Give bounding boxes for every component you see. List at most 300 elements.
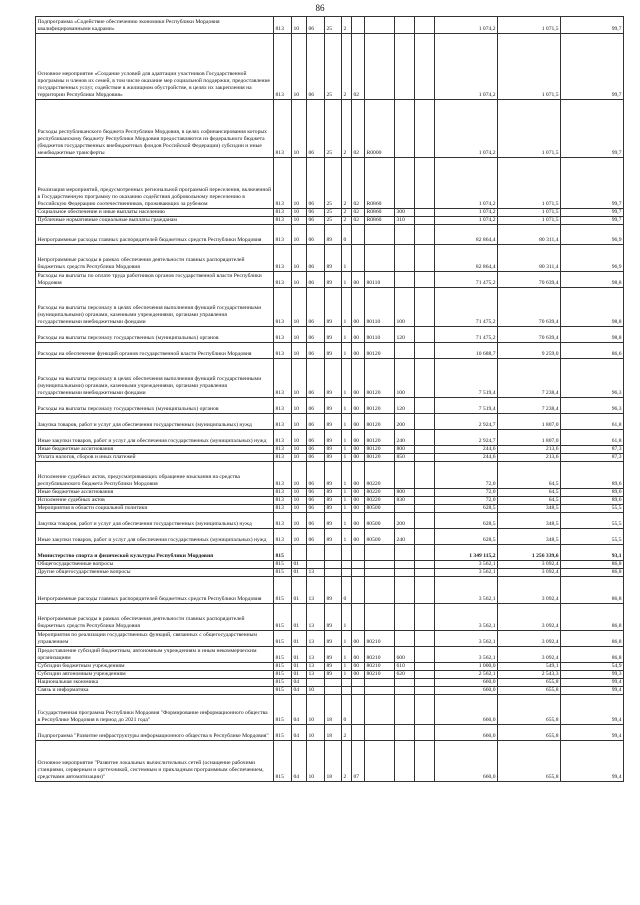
cell-empty: [415, 497, 435, 505]
cell-subprogram: 0: [342, 577, 352, 604]
cell-grbs: 813: [274, 225, 292, 245]
cell-direction: [365, 687, 395, 695]
cell-executed: 655,8: [498, 695, 561, 725]
cell-expense-type: [395, 462, 415, 489]
cell-subsection: 13: [307, 569, 325, 577]
cell-planned: 1 000,0: [435, 663, 498, 671]
cell-grbs: 813: [274, 359, 292, 398]
cell-direction: 80220: [365, 462, 395, 489]
cell-grbs: 815: [274, 604, 292, 631]
table-row: [36, 561, 624, 569]
table-row: [36, 679, 624, 687]
cell-subprogram: 2: [342, 100, 352, 158]
cell-planned: 7 519,4: [435, 359, 498, 398]
cell-planned: 2 924,7: [435, 414, 498, 430]
cell-subsection: 06: [307, 497, 325, 505]
cell-subprogram: 1: [342, 647, 352, 663]
cell-name: Субсидии автономным учреждениям: [36, 671, 274, 679]
cell-subprogram: 1: [342, 489, 352, 497]
cell-name: Иные закупки товаров, работ и услуг для обеспечения государственных (муниципальных) нужд: [36, 529, 274, 545]
cell-executed: 655,8: [498, 687, 561, 695]
table-row: [36, 430, 624, 446]
cell-section: 10: [292, 359, 307, 398]
cell-name: Исполнение судебных актов, предусматривающих обращение взыскания на средства республиканского бюджета Республики Мордовия: [36, 462, 274, 489]
cell-section: [292, 545, 307, 561]
cell-grbs: 813: [274, 513, 292, 529]
cell-grbs: 813: [274, 288, 292, 327]
cell-grbs: 813: [274, 430, 292, 446]
cell-empty: [415, 505, 435, 513]
cell-subprogram: 1: [342, 414, 352, 430]
cell-planned: 82 864,4: [435, 245, 498, 272]
cell-executed: 70 639,4: [498, 327, 561, 343]
table-row: [36, 158, 624, 209]
cell-subprogram: 1: [342, 327, 352, 343]
cell-direction: 80500: [365, 529, 395, 545]
cell-expense-type: 300: [395, 209, 415, 217]
cell-empty: [415, 631, 435, 647]
cell-subprogram: 1: [342, 272, 352, 288]
cell-subsection: 06: [307, 100, 325, 158]
cell-name: Непрограммные расходы в рамках обеспечения деятельности главных распорядителей бюджетных средств Республики Мордовия: [36, 604, 274, 631]
cell-empty: [415, 272, 435, 288]
cell-grbs: 813: [274, 497, 292, 505]
table-row: [36, 497, 624, 505]
cell-planned: 628,5: [435, 505, 498, 513]
cell-name: Закупка товаров, работ и услуг для обеспечения государственных (муниципальных) нужд: [36, 513, 274, 529]
cell-expense-type: [395, 100, 415, 158]
cell-subsection: 06: [307, 454, 325, 462]
cell-subprogram: 1: [342, 343, 352, 359]
cell-direction: 80210: [365, 631, 395, 647]
cell-expense-type: 610: [395, 663, 415, 671]
cell-grbs: 813: [274, 462, 292, 489]
cell-percent: 99,7: [561, 17, 624, 34]
cell-executed: 655,8: [498, 741, 561, 782]
cell-percent: 96,3: [561, 398, 624, 414]
cell-empty: [415, 430, 435, 446]
cell-executed: 3 092,4: [498, 561, 561, 569]
cell-empty: [415, 327, 435, 343]
cell-direction: R0000: [365, 100, 395, 158]
cell-name: Мероприятия в области социальной политики: [36, 505, 274, 513]
cell-direction: 80210: [365, 647, 395, 663]
cell-event: [352, 687, 365, 695]
cell-empty: [415, 679, 435, 687]
cell-executed: 348,5: [498, 505, 561, 513]
cell-subsection: 06: [307, 513, 325, 529]
cell-expense-type: [395, 679, 415, 687]
cell-planned: 3 562,1: [435, 647, 498, 663]
cell-section: 10: [292, 513, 307, 529]
cell-event: 00: [352, 489, 365, 497]
cell-name: Расходы на выплаты персоналу в целях обеспечения выполнения функций государственными (муниципальными) органами, казенными учреждениями, органами управления государственными внебюджетными фондами: [36, 359, 274, 398]
cell-executed: 64,5: [498, 489, 561, 497]
cell-direction: 80120: [365, 343, 395, 359]
cell-empty: [415, 741, 435, 782]
cell-percent: 99,3: [561, 671, 624, 679]
table-row: [36, 631, 624, 647]
cell-subprogram: [342, 679, 352, 687]
table-row: [36, 687, 624, 695]
cell-program: [325, 545, 342, 561]
cell-section: 10: [292, 462, 307, 489]
cell-planned: 628,5: [435, 513, 498, 529]
cell-subsection: 06: [307, 343, 325, 359]
cell-empty: [415, 604, 435, 631]
page-number: 86: [315, 3, 325, 13]
cell-subsection: 10: [307, 725, 325, 741]
cell-subprogram: 2: [342, 34, 352, 100]
cell-program: 89: [325, 414, 342, 430]
cell-percent: 96,3: [561, 359, 624, 398]
cell-percent: 87,3: [561, 446, 624, 454]
cell-planned: 660,0: [435, 695, 498, 725]
cell-planned: 1 074,2: [435, 17, 498, 34]
cell-event: [352, 17, 365, 34]
cell-percent: 55,5: [561, 529, 624, 545]
cell-program: [325, 569, 342, 577]
cell-section: 10: [292, 245, 307, 272]
cell-name: Публичные нормативные социальные выплаты гражданам: [36, 217, 274, 225]
cell-section: 04: [292, 687, 307, 695]
cell-direction: 80120: [365, 430, 395, 446]
cell-expense-type: [395, 225, 415, 245]
cell-planned: 71 475,2: [435, 272, 498, 288]
cell-subsection: 06: [307, 245, 325, 272]
table-row: [36, 725, 624, 741]
cell-subsection: 06: [307, 489, 325, 497]
cell-planned: 3 562,1: [435, 631, 498, 647]
cell-executed: 3 092,4: [498, 631, 561, 647]
cell-direction: [365, 577, 395, 604]
cell-event: 00: [352, 288, 365, 327]
cell-executed: 1 256 339,6: [498, 545, 561, 561]
cell-expense-type: 310: [395, 217, 415, 225]
cell-expense-type: 830: [395, 497, 415, 505]
cell-empty: [415, 100, 435, 158]
cell-grbs: 813: [274, 414, 292, 430]
cell-empty: [415, 209, 435, 217]
cell-event: [352, 604, 365, 631]
cell-executed: 80 311,4: [498, 245, 561, 272]
table-row: [36, 604, 624, 631]
cell-section: 10: [292, 343, 307, 359]
cell-executed: 1 071,5: [498, 100, 561, 158]
cell-event: 02: [352, 158, 365, 209]
cell-planned: 2 924,7: [435, 430, 498, 446]
table-row: [36, 446, 624, 454]
table-row: [36, 245, 624, 272]
cell-subsection: 13: [307, 671, 325, 679]
cell-event: [352, 577, 365, 604]
cell-event: 00: [352, 505, 365, 513]
cell-name: Уплата налогов, сборов и иных платежей: [36, 454, 274, 462]
cell-percent: 99,7: [561, 158, 624, 209]
cell-expense-type: [395, 505, 415, 513]
cell-subprogram: 1: [342, 446, 352, 454]
cell-executed: 1 071,5: [498, 209, 561, 217]
cell-expense-type: [395, 17, 415, 34]
cell-grbs: 813: [274, 217, 292, 225]
cell-subprogram: 1: [342, 671, 352, 679]
cell-name: Непрограммные расходы главных распорядителей бюджетных средств Республики Мордовия: [36, 577, 274, 604]
cell-subsection: 06: [307, 158, 325, 209]
cell-section: 10: [292, 209, 307, 217]
cell-program: [325, 679, 342, 687]
table-row: [36, 513, 624, 529]
cell-program: 89: [325, 272, 342, 288]
cell-program: 89: [325, 631, 342, 647]
cell-section: 01: [292, 647, 307, 663]
cell-event: 00: [352, 359, 365, 398]
cell-section: 10: [292, 497, 307, 505]
cell-expense-type: 800: [395, 446, 415, 454]
table-row: [36, 288, 624, 327]
cell-empty: [415, 671, 435, 679]
cell-direction: 80110: [365, 288, 395, 327]
table-row: [36, 529, 624, 545]
cell-subprogram: [342, 569, 352, 577]
cell-subsection: 06: [307, 529, 325, 545]
cell-expense-type: [395, 631, 415, 647]
cell-name: Расходы на выплаты персоналу государственных (муниципальных) органов: [36, 327, 274, 343]
cell-expense-type: [395, 343, 415, 359]
cell-program: 89: [325, 505, 342, 513]
cell-subprogram: 1: [342, 497, 352, 505]
cell-percent: 99,4: [561, 725, 624, 741]
cell-expense-type: 100: [395, 359, 415, 398]
cell-program: 25: [325, 209, 342, 217]
cell-subprogram: 1: [342, 245, 352, 272]
cell-event: [352, 695, 365, 725]
cell-event: [352, 725, 365, 741]
table-row: [36, 569, 624, 577]
cell-program: 89: [325, 462, 342, 489]
cell-executed: 655,8: [498, 725, 561, 741]
cell-planned: 3 562,1: [435, 569, 498, 577]
cell-subprogram: 2: [342, 741, 352, 782]
cell-empty: [415, 446, 435, 454]
cell-program: [325, 687, 342, 695]
cell-event: 02: [352, 34, 365, 100]
cell-program: 89: [325, 577, 342, 604]
cell-subsection: 06: [307, 225, 325, 245]
cell-subsection: 06: [307, 272, 325, 288]
cell-program: 89: [325, 327, 342, 343]
cell-section: 10: [292, 17, 307, 34]
cell-executed: 1 071,5: [498, 217, 561, 225]
cell-expense-type: 600: [395, 647, 415, 663]
table-row: [36, 505, 624, 513]
cell-expense-type: [395, 569, 415, 577]
cell-percent: 54,9: [561, 663, 624, 671]
cell-event: 02: [352, 217, 365, 225]
cell-grbs: 815: [274, 631, 292, 647]
cell-name: Иные закупки товаров, работ и услуг для обеспечения государственных (муниципальных) нужд: [36, 430, 274, 446]
cell-event: 00: [352, 462, 365, 489]
cell-grbs: 815: [274, 577, 292, 604]
cell-subsection: 06: [307, 505, 325, 513]
table-row: [36, 741, 624, 782]
cell-name: Расходы на обеспечение функций органов государственной власти Республики Мордовия: [36, 343, 274, 359]
cell-section: 04: [292, 695, 307, 725]
cell-direction: [365, 545, 395, 561]
cell-executed: 3 092,4: [498, 604, 561, 631]
cell-grbs: 813: [274, 454, 292, 462]
cell-subprogram: 1: [342, 430, 352, 446]
cell-empty: [415, 561, 435, 569]
cell-planned: 71 475,2: [435, 327, 498, 343]
cell-subsection: [307, 561, 325, 569]
cell-direction: [365, 741, 395, 782]
cell-percent: 87,3: [561, 454, 624, 462]
cell-percent: 86,6: [561, 343, 624, 359]
cell-name: Иные бюджетные ассигнования: [36, 489, 274, 497]
cell-event: 00: [352, 647, 365, 663]
cell-name: Основное мероприятие «Создание условий для адаптации участников Государственной программы и членов их семей, в том числе оказание мер социальной поддержки, предоставление государственных услуг, содействие в жилищном обустройстве, в целях их закрепления на территории Республики Мордовия»: [36, 34, 274, 100]
cell-grbs: 815: [274, 647, 292, 663]
cell-percent: 86,8: [561, 631, 624, 647]
cell-subprogram: 1: [342, 529, 352, 545]
cell-subprogram: [342, 545, 352, 561]
cell-expense-type: [395, 561, 415, 569]
cell-executed: 655,8: [498, 679, 561, 687]
cell-executed: 3 092,4: [498, 569, 561, 577]
cell-section: 10: [292, 100, 307, 158]
cell-executed: 64,5: [498, 462, 561, 489]
cell-event: 00: [352, 497, 365, 505]
cell-percent: 99,4: [561, 679, 624, 687]
cell-direction: [365, 679, 395, 687]
cell-direction: [365, 725, 395, 741]
cell-empty: [415, 454, 435, 462]
cell-section: 10: [292, 430, 307, 446]
cell-percent: 99,7: [561, 34, 624, 100]
cell-subsection: 06: [307, 414, 325, 430]
cell-direction: [365, 695, 395, 725]
cell-direction: [365, 17, 395, 34]
cell-subprogram: 2: [342, 158, 352, 209]
cell-event: 00: [352, 398, 365, 414]
cell-section: 10: [292, 272, 307, 288]
cell-program: 89: [325, 647, 342, 663]
cell-direction: 80120: [365, 446, 395, 454]
cell-program: 89: [325, 446, 342, 454]
cell-empty: [415, 577, 435, 604]
table-row: [36, 647, 624, 663]
cell-expense-type: [395, 577, 415, 604]
cell-empty: [415, 359, 435, 398]
cell-percent: 61,8: [561, 430, 624, 446]
cell-planned: 3 562,1: [435, 577, 498, 604]
cell-section: 04: [292, 725, 307, 741]
cell-executed: 1 071,5: [498, 17, 561, 34]
cell-event: [352, 245, 365, 272]
table-row: [36, 454, 624, 462]
cell-planned: 2 562,1: [435, 671, 498, 679]
cell-executed: 7 238,4: [498, 398, 561, 414]
cell-event: 00: [352, 430, 365, 446]
cell-percent: 86,8: [561, 577, 624, 604]
table-row: [36, 414, 624, 430]
table-row: [36, 225, 624, 245]
cell-percent: 86,8: [561, 561, 624, 569]
cell-direction: 80110: [365, 272, 395, 288]
cell-expense-type: [395, 741, 415, 782]
cell-subsection: 06: [307, 430, 325, 446]
cell-empty: [415, 462, 435, 489]
cell-executed: 2 543,3: [498, 671, 561, 679]
cell-executed: 348,5: [498, 529, 561, 545]
cell-planned: 7 519,4: [435, 398, 498, 414]
table-row: [36, 545, 624, 561]
cell-grbs: 813: [274, 529, 292, 545]
cell-subsection: 13: [307, 577, 325, 604]
cell-grbs: 815: [274, 725, 292, 741]
cell-empty: [415, 695, 435, 725]
table-row: [36, 489, 624, 497]
cell-planned: 1 074,2: [435, 100, 498, 158]
cell-direction: [365, 569, 395, 577]
cell-event: 00: [352, 343, 365, 359]
cell-name: Общегосударственные вопросы: [36, 561, 274, 569]
cell-subsection: 06: [307, 217, 325, 225]
cell-subsection: 06: [307, 398, 325, 414]
cell-program: 89: [325, 359, 342, 398]
cell-section: 04: [292, 741, 307, 782]
cell-program: 89: [325, 663, 342, 671]
cell-planned: 628,5: [435, 529, 498, 545]
cell-grbs: 813: [274, 327, 292, 343]
cell-name: Реализация мероприятий, предусмотренных региональной программой переселения, включенной в Государственную программу по оказанию содействия добровольному переселению в Российскую Федерацию соотечественников, проживающих за рубежом: [36, 158, 274, 209]
cell-direction: 80120: [365, 359, 395, 398]
cell-executed: 9 259,0: [498, 343, 561, 359]
cell-event: 00: [352, 671, 365, 679]
cell-name: Мероприятия по реализации государственных функций, связанных с общегосударственным управлением: [36, 631, 274, 647]
cell-expense-type: 200: [395, 513, 415, 529]
cell-direction: 80210: [365, 671, 395, 679]
cell-subsection: 06: [307, 359, 325, 398]
cell-event: 00: [352, 529, 365, 545]
cell-planned: 1 074,2: [435, 217, 498, 225]
cell-subprogram: 0: [342, 695, 352, 725]
cell-empty: [415, 647, 435, 663]
cell-expense-type: 800: [395, 489, 415, 497]
cell-section: 10: [292, 505, 307, 513]
cell-program: 89: [325, 288, 342, 327]
cell-program: 18: [325, 695, 342, 725]
cell-empty: [415, 725, 435, 741]
cell-section: 10: [292, 414, 307, 430]
cell-planned: 244,6: [435, 454, 498, 462]
cell-executed: 7 238,4: [498, 359, 561, 398]
cell-executed: 1 807,0: [498, 430, 561, 446]
cell-program: 89: [325, 604, 342, 631]
cell-direction: R0860: [365, 217, 395, 225]
cell-subsection: [307, 679, 325, 687]
cell-program: 18: [325, 741, 342, 782]
cell-percent: 86,8: [561, 569, 624, 577]
table-row: [36, 359, 624, 398]
cell-section: 01: [292, 663, 307, 671]
cell-executed: 348,5: [498, 513, 561, 529]
table-row: [36, 209, 624, 217]
cell-subprogram: 2: [342, 217, 352, 225]
cell-percent: 86,8: [561, 647, 624, 663]
cell-empty: [415, 17, 435, 34]
cell-planned: 1 349 115,2: [435, 545, 498, 561]
